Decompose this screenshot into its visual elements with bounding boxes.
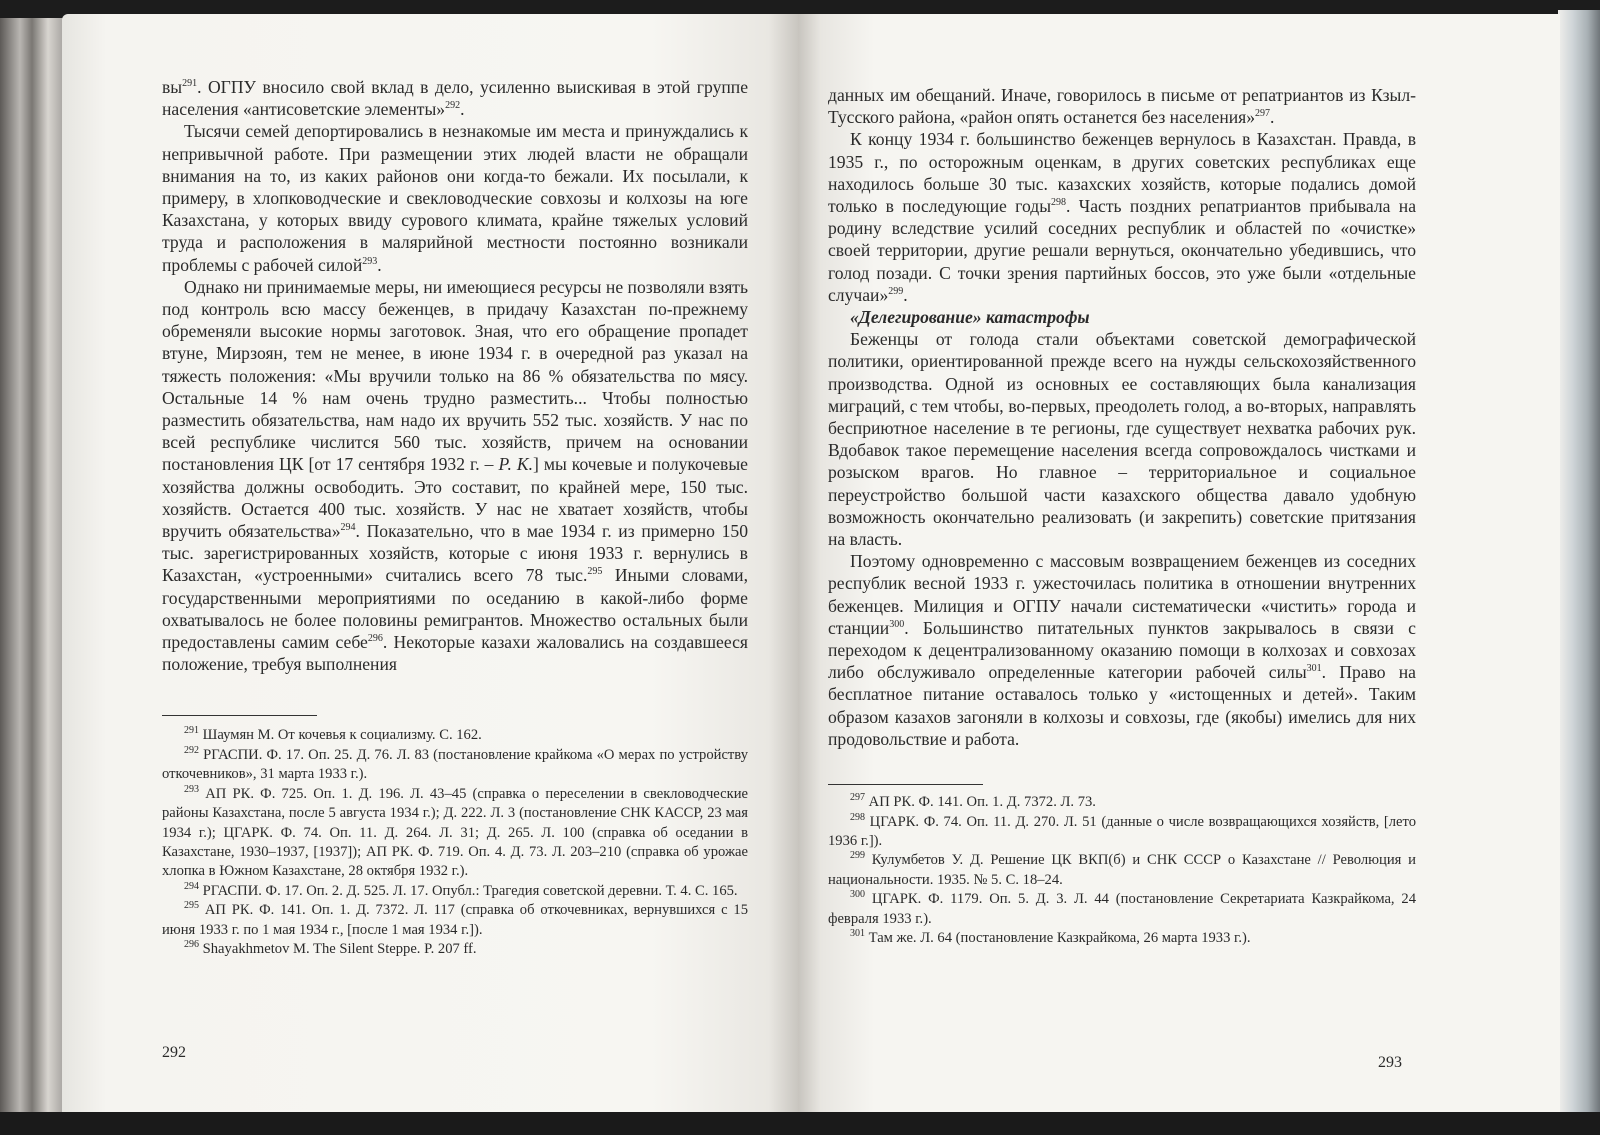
- paragraph: данных им обещаний. Иначе, говорилось в письме от репатриантов из Кзыл-Тусского района, «район опять останется без населения»$^{297}$.: [828, 85, 1416, 128]
- right-page-edges: [1558, 10, 1600, 1120]
- paragraph: Тысячи семей депортировались в незнакомые им места и принуждались к непривычной работе. При размещении этих людей власти не обращали внимания на то, из каких районов они когда-то бежали. Их посылали, к примеру, в хлопководческие и свекловодческие совхозы и колхозы на юге Казахстана, у которых ввиду сурового климата, крайне тяжелых условий труда и расположения в малярийной местности постоянно возникали проблемы с рабочей силой$^{293}$.: [162, 121, 748, 275]
- paragraph: Беженцы от голода стали объектами советской демографической политики, ориентированной прежде всего на нужды сельскохозяйственного производства. Одной из основных ее составляющих была канализация миграций, с тем чтобы, во-первых, преодолеть голод, а во-вторых, направлять бесприютное население в те регионы, где существует нехватка рабочих рук. Вдобавок такое перемещение населения всегда сопровождалось чистками и розыском врагов. Но главное – территориальное и социальное переустройство большой части казахского общества давало удобную возможность окончательно реализовать (и закрепить) советские притязания на власть.: [828, 329, 1416, 550]
- right-page-body-top: [828, 84, 1416, 306]
- paragraph: Поэтому одновременно с массовым возвращением беженцев из соседних республик весной 1933 г. ужесточилась политика в отношении внутренних беженцев. Милиция и ОГПУ начали систематически «чистить» города и станции$^{300}$. Большинство питательных пунктов закрывалось в связи с переходом к децентрализованному оказанию помощи в колхозах и совхозах либо обслуживало определенные категории рабочей силы$^{301}$. Право на бесплатное питание оставалось только у «истощенных и детей». Таким образом казахов загоняли в колхозы и совхозы, где (якобы) имелись для них продовольствие и работа.: [828, 551, 1416, 749]
- footnote: $^{298}$ ЦГАРК. Ф. 74. Оп. 11. Д. 270. Л. 51 (данные о числе возвращающихся хозяйств, [лето 1936 г.]).: [828, 811, 1416, 849]
- right-page-body-bottom: [828, 328, 1416, 750]
- footnote: $^{294}$ РГАСПИ. Ф. 17. Оп. 2. Д. 525. Л. 17. Опубл.: Трагедия советской деревни. Т. 4. С. 165.: [184, 880, 738, 899]
- paragraph: К концу 1934 г. большинство беженцев вернулось в Казахстан. Правда, в 1935 г., по осторожным оценкам, в других советских республиках еще находилось больше 30 тыс. казахских хозяйств, которые подались домой только в последующие годы$^{298}$. Часть поздних репатриантов прибывала на родину вследствие усилий соседних республик и областей по «очистке» своей территории, другие решали вернуться, окончательно убедившись, что голод позади. С точки зрения партийных боссов, это уже были «отдельные случаи»$^{299}$.: [828, 129, 1417, 305]
- footnote: $^{301}$ Там же. Л. 64 (постановление Казкрайкома, 26 марта 1933 г.).: [850, 928, 1251, 946]
- footnote-rule: [162, 715, 317, 716]
- paragraph: Однако ни принимаемые меры, ни имеющиеся ресурсы не позволяли взять под контроль всю массу беженцев, в придачу Казахстан по-прежнему обременяли высокие нормы заготовок. Зная, что его обращение пропадет втуне, Мирзоян, тем не менее, в июне 1934 г. в очередной раз указал на тяжесть положения: «Мы вручили только на 86 % обязательства по мясу. Остальные 14 % нам очень трудно разместить... Чтобы полностью разместить обязательства, нам надо их вручить 552 тыс. хозяйств. У нас по всей республике числится 560 тыс. хозяйств, причем на основании постановления ЦК [от 17 сентября 1932 г. – Р. К.] мы кочевые и полукочевые хозяйства должны освободить. Это составит, по крайней мере, 150 тыс. хозяйств. Остается 400 тыс. хозяйств. У нас не хватает хозяйств, чтобы вручить обязательства»$^{294}$. Показательно, что в мае 1934 г. из примерно 150 тыс. зарегистрированных хозяйств, которые с июня 1933 г. вернулись в Казахстан, «устроенными» считались всего 78 тыс.$^{295}$ Иными словами, государственными мероприятиями по оседанию в какой-либо форме охватывалось не более половины ремигрантов. Множество остальных были предоставлены самим себе$^{296}$. Некоторые казахи жаловались на создавшееся положение, требуя выполнения: [162, 276, 748, 675]
- footnote: $^{293}$ АП РК. Ф. 725. Оп. 1. Д. 196. Л. 43–45 (справка о переселении в свекловодческие районы Казахстана, после 5 августа 1934 г.); Д. 222. Л. 3 (постановление СНК КАССР, 23 мая 1934 г.); ЦГАРК. Ф. 74. Оп. 11. Д. 264. Л. 31; Д. 265. Л. 100 (справка об оседании в Казахстане, 1930–1937, [1937]); АП РК. Ф. 719. Оп. 4. Д. 73. Л. 203–210 (справка об урожае хлопка в Южном Казахстане, 28 октября 1932 г.).: [162, 783, 748, 880]
- footnote: $^{300}$ ЦГАРК. Ф. 1179. Оп. 5. Д. 3. Л. 44 (постановление Секретариата Казкрайкома, 24 февраля 1933 г.).: [828, 889, 1416, 927]
- footnote: $^{292}$ РГАСПИ. Ф. 17. Оп. 25. Д. 76. Л. 83 (постановление крайкома «О мерах по устройству откочевников», 31 марта 1933 г.).: [162, 745, 748, 783]
- scan-bottom-edge: [0, 1112, 1600, 1135]
- footnote-rule: [828, 784, 983, 785]
- left-page: [62, 14, 798, 1124]
- right-page-footnotes: [828, 793, 1416, 948]
- right-page-text: [828, 84, 1416, 948]
- page-number: 293: [1378, 1054, 1402, 1071]
- left-page-text: [162, 76, 748, 959]
- footnote: $^{299}$ Кулумбетов У. Д. Решение ЦК ВКП(б) и СНК СССР о Казахстане // Революция и национальности. 1935. № 5. С. 18–24.: [828, 850, 1416, 888]
- footnote: $^{296}$ Shayakhmetov M. The Silent Steppe. P. 207 ff.: [184, 939, 477, 957]
- footnote: $^{297}$ АП РК. Ф. 141. Оп. 1. Д. 7372. Л. 73.: [850, 792, 1096, 811]
- footnote: $^{291}$ Шаумян М. От кочевья к социализму. С. 162.: [184, 725, 482, 744]
- page-number: 292: [162, 1044, 186, 1061]
- paragraph: $вы^{291}$. ОГПУ вносило свой вклад в дело, усиленно выискивая в этой группе населения «антисоветские элементы»$^{292}$.: [162, 77, 748, 120]
- section-heading: «Делегирование» катастрофы: [850, 307, 1090, 328]
- left-page-body: [162, 76, 748, 675]
- right-page: [798, 14, 1560, 1124]
- footnote: $^{295}$ АП РК. Ф. 141. Оп. 1. Д. 7372. Л. 117 (справка об откочевниках, вернувшихся с 15 июня 1933 г. по 1 мая 1934 г., [после 1 мая 1934 г.]).: [162, 900, 748, 938]
- left-page-footnotes: [162, 726, 748, 959]
